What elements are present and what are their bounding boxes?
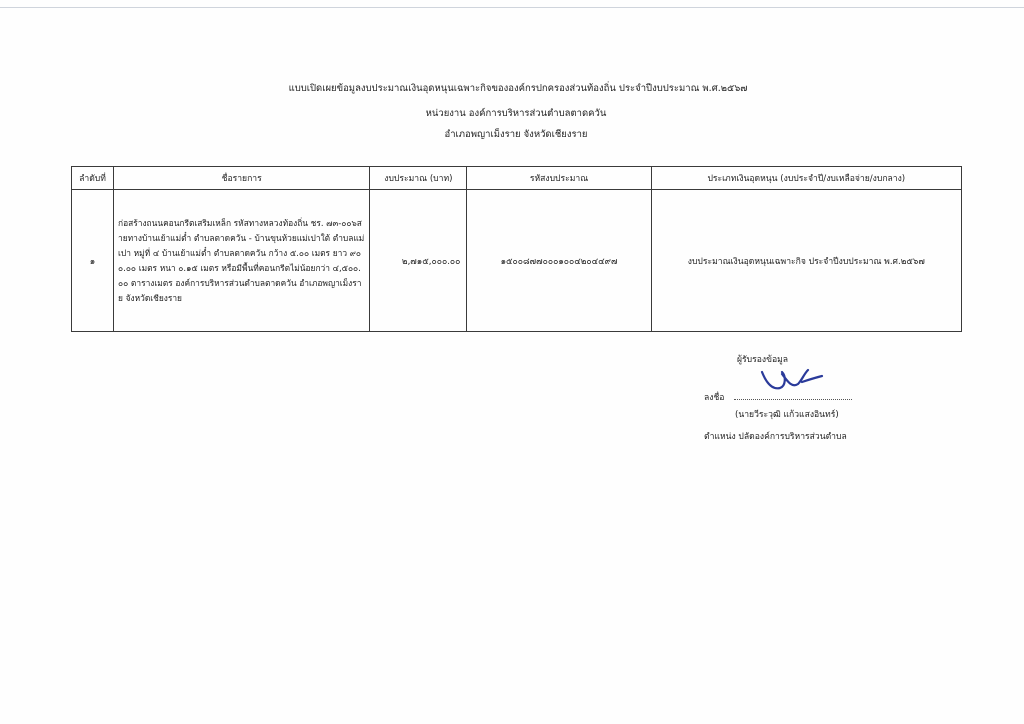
- row-budget: ๒,๗๑๕,๐๐๐.๐๐: [370, 190, 467, 332]
- signer-name: (นายวีระวุฒิ แก้วแสงอินทร์): [735, 410, 839, 420]
- signature-line: [734, 399, 852, 400]
- row-name: ก่อสร้างถนนคอนกรีตเสริมเหล็ก รหัสทางหลวงท้องถิ่น ชร. ๗๓-๐๐๖สายทางบ้านเย้าแม่ต๋ำ ตำบลตาดควัน - บ้านขุนห้วยแม่เปาใต้ ตำบลแม่เปา หมู่ที่ ๔ บ้านเย้าแม่ต๋ำ ตำบลตาดควัน กว้าง ๕.๐๐ เมตร ยาว ๙๐๐.๐๐ เมตร หนา ๐.๑๕ เมตร หรือมีพื้นที่คอนกรีตไม่น้อยกว่า ๔,๕๐๐.๐๐ ตารางเมตร องค์การบริหารส่วนตำบลตาดควัน อำเภอพญาเม็งราย จังหวัดเชียงราย: [114, 190, 370, 332]
- row-type: งบประมาณเงินอุดหนุนเฉพาะกิจ ประจำปีงบประมาณ พ.ศ.๒๕๖๗: [651, 190, 961, 332]
- sign-label: ลงชื่อ: [704, 393, 725, 403]
- signer-position: ตำแหน่ง ปลัดองค์การบริหารส่วนตำบล: [704, 432, 847, 442]
- row-no: ๑: [72, 190, 114, 332]
- col-header-type: ประเภทเงินอุดหนุน (งบประจำปี/งบเหลือจ่าย/งบกลาง): [651, 167, 961, 190]
- col-header-budget: งบประมาณ (บาท): [370, 167, 467, 190]
- col-header-code: รหัสงบประมาณ: [467, 167, 651, 190]
- location-line: อำเภอพญาเม็งราย จังหวัดเชียงราย: [444, 129, 588, 140]
- col-header-name: ชื่อรายการ: [114, 167, 370, 190]
- budget-table: [71, 166, 962, 332]
- handwritten-signature: [752, 360, 832, 402]
- document-title: แบบเปิดเผยข้อมูลงบประมาณเงินอุดหนุนเฉพาะกิจขององค์กรปกครองส่วนท้องถิ่น ประจำปีงบประมาณ พ.ศ.๒๕๖๗: [288, 83, 748, 94]
- scan-edge-line: [0, 7, 1024, 8]
- col-header-no: ลำดับที่: [72, 167, 114, 190]
- row-code: ๑๕๐๐๘๗๗๐๐๐๑๐๐๔๒๐๔๔๙๗: [467, 190, 651, 332]
- certify-label: ผู้รับรองข้อมูล: [737, 355, 789, 365]
- table-row: [72, 190, 962, 332]
- agency-line: หน่วยงาน องค์การบริหารส่วนตำบลตาดควัน: [425, 108, 607, 119]
- table-header-row: [72, 167, 962, 190]
